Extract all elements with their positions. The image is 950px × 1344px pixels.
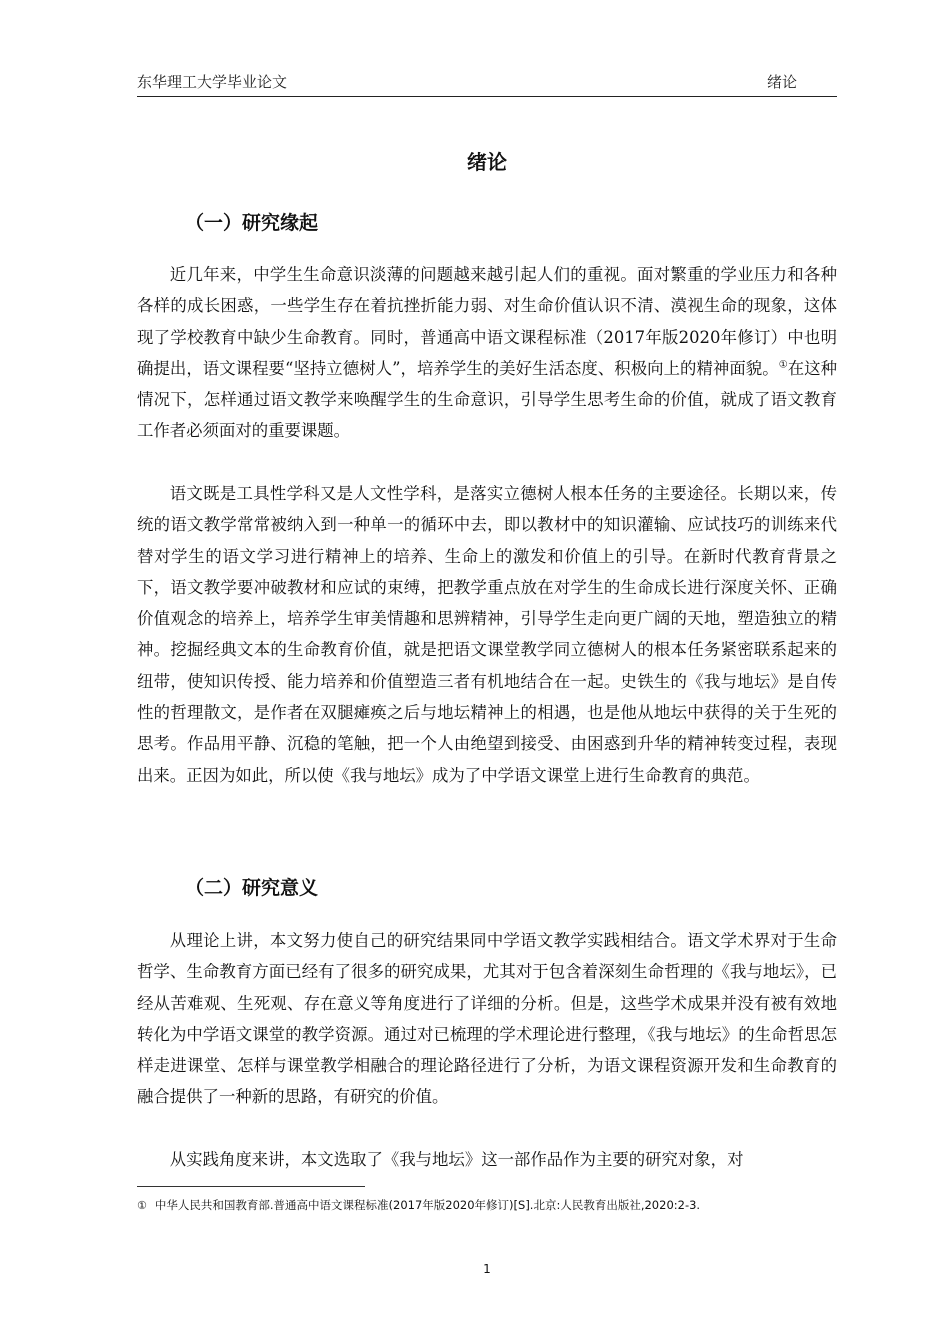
footnote-text: 中华人民共和国教育部.普通高中语文课程标准(2017年版2020年修订)[S].北京:人民教育出版社,2020:2-3. (154, 1198, 701, 1212)
header-chapter: 绪论 (766, 73, 797, 91)
paragraph-significance-2: 从实践角度来讲，本文选取了《我与地坛》这一部作品作为主要的研究对象，对 (169, 1150, 744, 1169)
header-university: 东华理工大学毕业论文 (137, 73, 288, 91)
section-heading-origin: （一）研究缘起 (185, 212, 319, 234)
paragraph-significance-1: 从理论上讲，本文努力使自己的研究结果同中学语文教学实践相结合。语文学术界对于生命哲学、生命教育方面已经有了很多的研究成果，尤其对于包含着深刻生命哲理的《我与地坛》，已经从苦难观、生死观、存在意义等角度进行了详细的分析。但是，这些学术成果并没有被有效地转化为中学语文课堂的教学资源。通过对已梳理的学术理论进行整理，《我与地坛》的生命哲思怎样走进课堂、怎样与课堂教学相融合的理论路径进行了分析，为语文课程资源开发和生命教育的融合提供了一种新的思路，有研究的价值。 (137, 931, 837, 1107)
paragraph-origin-2: 语文既是工具性学科又是人文性学科，是落实立德树人根本任务的主要途径。长期以来，传统的语文教学常常被纳入到一种单一的循环中去，即以教材中的知识灌输、应试技巧的训练来代替对学生的语文学习进行精神上的培养、生命上的激发和价值上的引导。在新时代教育背景之下，语文教学要冲破教材和应试的束缚，把教学重点放在对学生的生命成长进行深度关怀、正确价值观念的培养上，培养学生审美情趣和思辨精神，引导学生走向更广阔的天地，塑造独立的精神。挖掘经典文本的生命教育价值，就是把语文课堂教学同立德树人的根本任务紧密联系起来的纽带，使知识传授、能力培养和价值塑造三者有机地结合在一起。史铁生的《我与地坛》是自传性的哲理散文，是作者在双腿瘫痪之后与地坛精神上的相遇，也是他从地坛中获得的关于生死的思考。作品用平静、沉稳的笔触，把一个人由绝望到接受、由困惑到升华的精神转变过程，表现出来。正因为如此，所以使《我与地坛》成为了中学语文课堂上进行生命教育的典范。 (137, 484, 837, 785)
running-header (137, 70, 837, 97)
footnote-reference[interactable]: ① (778, 359, 788, 371)
chapter-title: 绪论 (467, 150, 507, 174)
paragraph-origin-1 (137, 259, 837, 447)
paragraph-text: 近几年来，中学生生命意识淡薄的问题越来越引起人们的重视。面对繁重的学业压力和各种各样的成长困惑，一些学生存在着抗挫折能力弱、对生命价值认识不清、漠视生命的现象，这体现了学校教育中缺少生命教育。同时，普通高中语文课程标准（2017年版2020年修订）中也明确提出，语文课程要“坚持立德树人”，培养学生的美好生活态度、积极向上的精神面貌。 (137, 265, 837, 378)
section-heading-significance: （二）研究意义 (185, 877, 319, 899)
footnote-separator (137, 1186, 365, 1187)
footnote-mark: ① (137, 1199, 147, 1212)
page-number: 1 (483, 1262, 491, 1276)
paragraph-text: 在这种情况下，怎样通过语文教学来唤醒学生的生命意识，引导学生思考生命的价值，就成了语文教育工作者必须面对的重要课题。 (137, 358, 838, 441)
footnote (137, 1197, 837, 1213)
